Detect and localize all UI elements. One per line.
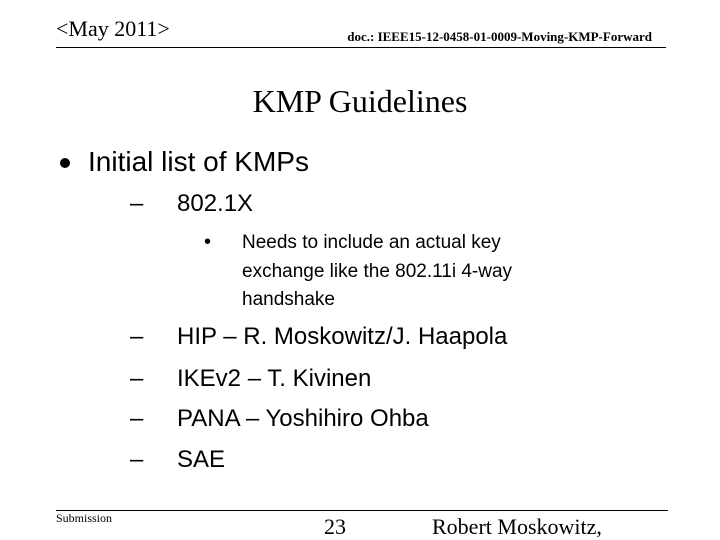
slide-title: KMP Guidelines — [252, 83, 468, 119]
list-item: IKEv2 – T. Kivinen — [177, 365, 372, 392]
footer-author: Robert Moskowitz, — [432, 514, 602, 539]
bullet-text: Initial list of KMPs — [88, 146, 309, 177]
sub-bullet-line: exchange like the 802.11i 4-way — [242, 260, 513, 282]
dash-icon: – — [130, 190, 144, 217]
bullet-dot-icon — [60, 158, 70, 168]
list-item: 802.1X — [177, 190, 254, 217]
page-number: 23 — [324, 514, 346, 539]
sub-bullet-icon: • — [204, 231, 212, 253]
dash-icon: – — [130, 446, 144, 473]
header-doc-id: doc.: IEEE15-12-0458-01-0009-Moving-KMP-Forward — [347, 29, 652, 44]
sub-bullet-line: Needs to include an actual key — [242, 232, 501, 253]
header-divider — [56, 47, 666, 48]
list-item: PANA – Yoshihiro Ohba — [177, 405, 429, 432]
sub-bullet-text — [242, 229, 612, 315]
dash-icon: – — [130, 323, 144, 350]
footer-submission: Submission — [56, 511, 113, 525]
footer-divider — [56, 510, 668, 511]
dash-icon: – — [130, 405, 144, 432]
list-item: HIP – R. Moskowitz/J. Haapola — [177, 323, 508, 350]
list-item: SAE — [177, 446, 226, 473]
dash-icon: – — [130, 365, 144, 392]
header-date: <May 2011> — [56, 16, 170, 41]
sub-bullet-line: handshake — [242, 289, 335, 310]
